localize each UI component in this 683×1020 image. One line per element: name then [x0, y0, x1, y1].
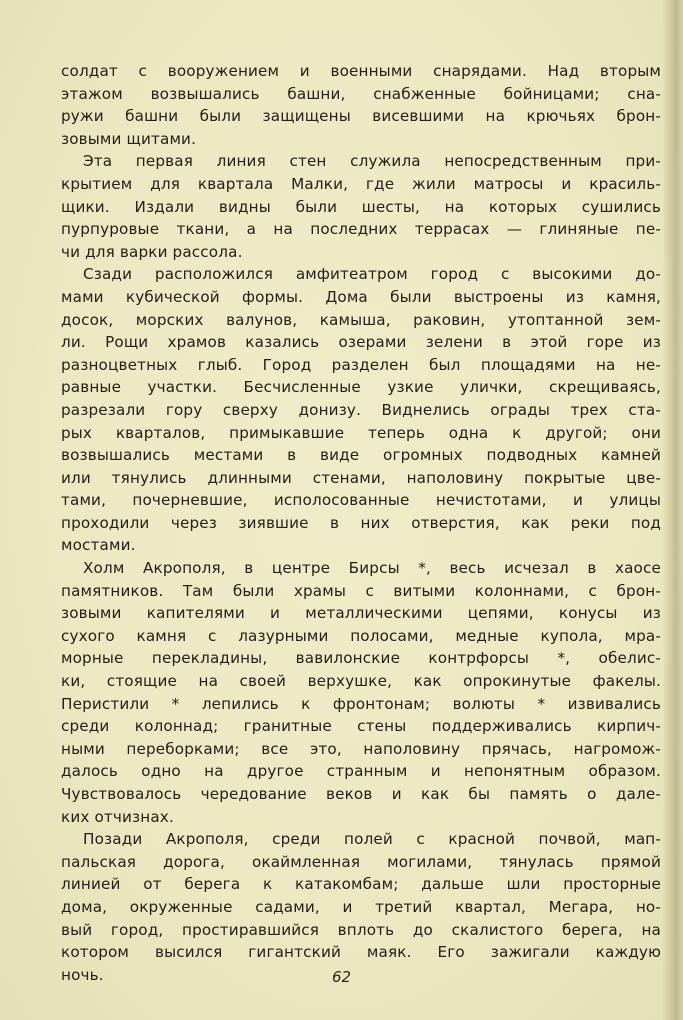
text-line: Чувствовалось чередование веков и как бы память о дале- — [61, 785, 661, 803]
text-line: линией от берега к катакомбам; дальше шли просторные — [61, 875, 661, 894]
text-line: далось одно на другое странным и непонятным образом. — [61, 762, 661, 781]
text-line: Эта первая линия стен служила непосредственным при- — [83, 152, 661, 171]
text-line: или тянулись длинными стенами, наполовину покрытые цве- — [61, 468, 661, 487]
text-line: разноцветных глыб. Город разделен был площадями на не- — [61, 355, 661, 374]
text-line: проходили через зиявшие в них отверстия, как реки под — [61, 513, 661, 532]
text-line: ли. Рощи храмов казались озерами зелени в этой горе из — [61, 333, 661, 352]
text-line: зовыми щитами. — [61, 129, 197, 148]
paragraph-3 — [61, 263, 661, 557]
text-line: ружи башни были защищены висевшими на крючьях брон- — [61, 107, 661, 126]
text-line: дома, окруженные садами, и третий квартал, Мегара, но- — [61, 897, 661, 916]
text-line: вый город, простиравшийся вплоть до скалистого берега, на — [61, 920, 661, 939]
paragraph-2 — [61, 150, 661, 263]
text-line: щики. Издали видны были шесты, на которых сушились — [61, 197, 661, 216]
text-line: крытием для квартала Малки, где жили матросы и красиль- — [61, 174, 661, 193]
text-line: солдат с вооружением и военными снарядами. Над вторым — [61, 62, 661, 80]
text-line: ными переборками; все это, наполовину прячась, нагромож- — [61, 739, 661, 758]
text-line: ки, стоящие на своей верхушке, как опрокинутые факелы. — [61, 672, 661, 691]
text-line: зовыми капителями и металлическими цепями, конусы из — [61, 604, 661, 623]
text-line: возвышались местами в виде огромных подводных камней — [61, 446, 661, 465]
body-text — [61, 60, 661, 986]
text-line: равные участки. Бесчисленные узкие улички, скрещиваясь, — [61, 378, 661, 397]
text-line: памятников. Там были храмы с витыми колоннами, с брон- — [61, 581, 661, 600]
text-line: разрезали гору сверху донизу. Виднелись ограды трех ста- — [61, 400, 661, 419]
text-line: мостами. — [61, 536, 136, 555]
page-number: 62 — [331, 968, 352, 986]
text-line: Сзади расположился амфитеатром город с высокими до- — [83, 265, 661, 284]
text-line: тами, почерневшие, исполосованные нечистотами, и улицы — [61, 491, 661, 510]
text-line: этажом возвышались башни, снабженные бойницами; сна- — [61, 84, 661, 103]
paragraph-4 — [61, 557, 661, 828]
text-line: досок, морских валунов, камыша, раковин, утоптанной зем- — [61, 310, 661, 329]
text-line: пальская дорога, окаймленная могилами, тянулась прямой — [61, 852, 661, 871]
text-line: морные перекладины, вавилонские контрфорсы *, обелис- — [61, 649, 661, 668]
paragraph-5 — [61, 828, 661, 986]
text-line: Перистили * лепились к фронтонам; волюты * извивались — [61, 694, 661, 713]
text-line: пурпуровые ткани, а на последних террасах — глиняные пе- — [61, 220, 661, 239]
text-line: сухого камня с лазурными полосами, медные купола, мра- — [61, 626, 661, 645]
text-line: ночь. — [61, 965, 104, 984]
text-line: чи для варки рассола. — [61, 242, 243, 261]
text-line: рых кварталов, примыкавшие теперь одна к другой; они — [61, 423, 661, 442]
text-line: мами кубической формы. Дома были выстроены из камня, — [61, 287, 661, 306]
text-line: Позади Акрополя, среди полей с красной почвой, мап- — [83, 830, 661, 849]
paragraph-1 — [61, 60, 661, 150]
text-line: среди колоннад; гранитные стены поддерживались кирпич- — [61, 717, 661, 736]
text-line: ких отчизнах. — [61, 807, 174, 826]
text-line: котором высился гигантский маяк. Его зажигали каждую — [61, 943, 661, 962]
text-line: Холм Акрополя, в центре Бирсы *, весь исчезал в хаосе — [83, 559, 661, 578]
